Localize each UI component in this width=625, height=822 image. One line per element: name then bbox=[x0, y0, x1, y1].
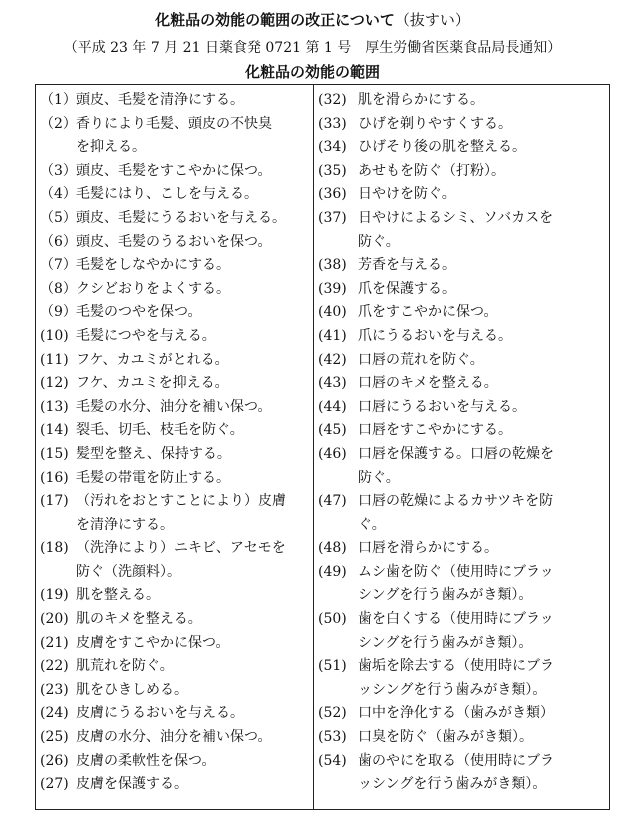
item-text: （汚れをおとすことにより）皮膚 bbox=[76, 493, 286, 510]
list-item bbox=[36, 89, 313, 113]
item-text: （洗浄により）ニキビ、アセモを bbox=[76, 540, 286, 557]
item-number: (44) bbox=[318, 398, 347, 415]
item-text: を清浄にする。 bbox=[76, 516, 174, 533]
list-item bbox=[36, 584, 313, 608]
item-text: 口唇の乾燥によるカサツキを防 bbox=[358, 493, 554, 510]
item-number: (52) bbox=[318, 705, 347, 722]
list-item bbox=[36, 160, 313, 184]
list-item bbox=[36, 183, 313, 207]
item-number: (40) bbox=[318, 304, 347, 321]
table-title: 化粧品の効能の範囲 bbox=[244, 63, 380, 81]
item-number: （2） bbox=[40, 115, 77, 132]
item-text: 口唇にうるおいを与える。 bbox=[358, 398, 526, 415]
list-item bbox=[36, 750, 313, 774]
item-number: (21) bbox=[40, 634, 69, 651]
item-number: (37) bbox=[318, 209, 347, 226]
item-text: ぐ。 bbox=[358, 516, 386, 533]
item-number: （7） bbox=[40, 257, 77, 274]
item-number: （1） bbox=[40, 92, 77, 108]
item-text: 防ぐ。 bbox=[358, 469, 400, 486]
item-text: 爪を保護する。 bbox=[358, 280, 456, 297]
item-text: ッシングを行う歯みがき類）。 bbox=[358, 681, 547, 698]
item-text: 頭皮、毛髪を清浄にする。 bbox=[76, 92, 244, 108]
item-number: (22) bbox=[40, 658, 69, 675]
item-number: (12) bbox=[40, 375, 69, 392]
list-item bbox=[314, 443, 609, 490]
list-item bbox=[36, 372, 313, 396]
item-number: (38) bbox=[318, 257, 347, 274]
item-text: あせもを防ぐ（打粉）。 bbox=[358, 162, 505, 179]
item-number: (46) bbox=[318, 445, 347, 462]
item-text: 防ぐ（洗顔料）。 bbox=[76, 563, 181, 580]
item-text: 肌を整える。 bbox=[76, 587, 160, 604]
list-item bbox=[36, 702, 313, 726]
item-number: (33) bbox=[318, 115, 347, 132]
item-text: 髪型を整え、保持する。 bbox=[76, 445, 231, 462]
list-item bbox=[36, 655, 313, 679]
item-text: 毛髪の帯電を防止する。 bbox=[76, 469, 230, 486]
list-item bbox=[36, 726, 313, 750]
list-item bbox=[314, 89, 609, 113]
item-text: 毛髪につやを与える。 bbox=[76, 327, 216, 344]
item-number: (24) bbox=[40, 705, 69, 722]
item-text: 肌荒れを防ぐ。 bbox=[76, 658, 174, 675]
item-text: 爪をすこやかに保つ。 bbox=[358, 304, 498, 321]
item-text: ひげを剃りやすくする。 bbox=[358, 115, 512, 132]
item-text: 頭皮、毛髪をすこやかに保つ。 bbox=[76, 162, 272, 179]
list-item bbox=[314, 419, 609, 443]
list-item bbox=[36, 608, 313, 632]
list-item bbox=[314, 702, 609, 726]
item-text: 口唇のキメを整える。 bbox=[358, 375, 498, 392]
item-number: (50) bbox=[318, 611, 347, 628]
list-item bbox=[36, 301, 313, 325]
list-item bbox=[314, 113, 609, 137]
list-item bbox=[36, 349, 313, 373]
item-number: (13) bbox=[40, 398, 69, 415]
item-number: (20) bbox=[40, 611, 69, 628]
item-number: (36) bbox=[318, 186, 347, 203]
item-text: を抑える。 bbox=[76, 139, 146, 156]
list-item bbox=[36, 537, 313, 584]
item-text: ッシングを行う歯みがき類）。 bbox=[358, 776, 547, 793]
list-item bbox=[36, 278, 313, 302]
list-item bbox=[314, 301, 609, 325]
list-item bbox=[36, 207, 313, 231]
list-item bbox=[314, 396, 609, 420]
item-number: (49) bbox=[318, 563, 347, 580]
efficacy-table bbox=[35, 84, 610, 810]
item-number: (14) bbox=[40, 422, 69, 439]
item-number: （9） bbox=[40, 304, 77, 321]
item-text: シングを行う歯みがき類）。 bbox=[358, 587, 533, 604]
item-text: 口唇をすこやかにする。 bbox=[358, 422, 512, 439]
item-number: (32) bbox=[318, 92, 347, 108]
list-item bbox=[314, 750, 609, 797]
item-number: (45) bbox=[318, 422, 347, 439]
item-number: (51) bbox=[318, 658, 347, 675]
list-item bbox=[36, 231, 313, 255]
item-text: 皮膚の柔軟性を保つ。 bbox=[76, 752, 216, 769]
item-text: 芳香を与える。 bbox=[358, 257, 456, 274]
list-item bbox=[314, 726, 609, 750]
item-text: 頭皮、毛髪のうるおいを保つ。 bbox=[76, 233, 272, 250]
list-item bbox=[314, 207, 609, 254]
item-text: 歯垢を除去する（使用時にブラ bbox=[358, 658, 554, 675]
item-number: (39) bbox=[318, 280, 347, 297]
item-number: (11) bbox=[40, 351, 69, 368]
list-item bbox=[314, 372, 609, 396]
list-item bbox=[36, 632, 313, 656]
item-text: 皮膚をすこやかに保つ。 bbox=[76, 634, 230, 651]
item-number: (10) bbox=[40, 327, 69, 344]
list-item bbox=[314, 561, 609, 608]
list-item bbox=[36, 419, 313, 443]
item-text: 毛髪の水分、油分を補い保つ。 bbox=[76, 398, 272, 415]
list-item bbox=[314, 254, 609, 278]
item-text: 皮膚の水分、油分を補い保つ。 bbox=[76, 729, 272, 746]
item-number: (42) bbox=[318, 351, 347, 368]
item-text: 口唇を滑らかにする。 bbox=[358, 540, 498, 557]
item-number: (15) bbox=[40, 445, 69, 462]
list-item bbox=[314, 608, 609, 655]
item-number: （6） bbox=[40, 233, 77, 250]
item-number: (26) bbox=[40, 752, 69, 769]
item-text: シングを行う歯みがき類）。 bbox=[358, 634, 533, 651]
item-number: (16) bbox=[40, 469, 69, 486]
item-text: 口中を浄化する（歯みがき類） bbox=[358, 705, 554, 722]
list-item bbox=[36, 443, 313, 467]
list-item bbox=[314, 160, 609, 184]
item-text: 香りにより毛髪、頭皮の不快臭 bbox=[76, 115, 272, 132]
item-number: (43) bbox=[318, 375, 347, 392]
list-item bbox=[36, 490, 313, 537]
item-number: （8） bbox=[40, 280, 77, 297]
left-column bbox=[36, 85, 314, 809]
list-item bbox=[36, 396, 313, 420]
list-item bbox=[314, 537, 609, 561]
item-number: (47) bbox=[318, 493, 347, 510]
list-item bbox=[36, 254, 313, 278]
notice-reference: （平成 23 年 7 月 21 日薬食発 0721 第 1 号 厚生労働省医薬食品局長通知） bbox=[63, 40, 562, 56]
item-text: 毛髪をしなやかにする。 bbox=[76, 257, 230, 274]
item-number: (25) bbox=[40, 729, 69, 746]
item-text: ムシ歯を防ぐ（使用時にブラッ bbox=[358, 563, 554, 580]
item-text: ひげそり後の肌を整える。 bbox=[358, 139, 526, 156]
item-number: (34) bbox=[318, 139, 347, 156]
item-number: (41) bbox=[318, 327, 347, 344]
item-text: 口唇の荒れを防ぐ。 bbox=[358, 351, 484, 368]
item-text: 皮膚にうるおいを与える。 bbox=[76, 705, 244, 722]
item-text: 日やけを防ぐ。 bbox=[358, 186, 456, 203]
list-item bbox=[314, 183, 609, 207]
item-number: (48) bbox=[318, 540, 347, 557]
list-item bbox=[36, 325, 313, 349]
list-item bbox=[36, 467, 313, 491]
item-number: (23) bbox=[40, 681, 69, 698]
list-item bbox=[36, 679, 313, 703]
item-number: (54) bbox=[318, 752, 347, 769]
item-text: 肌のキメを整える。 bbox=[76, 611, 202, 628]
item-number: (27) bbox=[40, 776, 69, 793]
item-text: 頭皮、毛髪にうるおいを与える。 bbox=[76, 209, 286, 226]
item-text: 歯を白くする（使用時にブラッ bbox=[358, 611, 554, 628]
title-main: 化粧品の効能の範囲の改正について bbox=[155, 11, 395, 29]
item-text: 肌を滑らかにする。 bbox=[358, 92, 484, 108]
item-text: 口臭を防ぐ（歯みがき類）。 bbox=[358, 729, 533, 746]
right-column bbox=[314, 85, 609, 809]
item-number: （4） bbox=[40, 186, 77, 203]
item-number: (18) bbox=[40, 540, 69, 557]
item-number: (53) bbox=[318, 729, 347, 746]
list-item bbox=[314, 349, 609, 373]
item-text: 口唇を保護する。口唇の乾燥を bbox=[358, 445, 554, 462]
item-number: (35) bbox=[318, 162, 347, 179]
item-text: 毛髪のつやを保つ。 bbox=[76, 304, 202, 321]
item-text: 肌をひきしめる。 bbox=[76, 681, 188, 698]
list-item bbox=[36, 113, 313, 160]
item-text: 皮膚を保護する。 bbox=[76, 776, 188, 793]
item-text: フケ、カユミがとれる。 bbox=[76, 351, 229, 368]
item-text: 日やけによるシミ、ソバカスを bbox=[358, 209, 554, 226]
item-number: （3） bbox=[40, 162, 77, 179]
item-text: 歯のやにを取る（使用時にブラ bbox=[358, 752, 554, 769]
list-item bbox=[314, 136, 609, 160]
list-item bbox=[36, 773, 313, 797]
title-suffix: （抜すい） bbox=[394, 11, 470, 29]
item-text: クシどおりをよくする。 bbox=[76, 280, 230, 297]
list-item bbox=[314, 490, 609, 537]
item-text: 毛髪にはり、こしを与える。 bbox=[76, 186, 258, 203]
item-number: (19) bbox=[40, 587, 69, 604]
document-title bbox=[0, 10, 625, 30]
list-item bbox=[314, 278, 609, 302]
item-text: 裂毛、切毛、枝毛を防ぐ。 bbox=[76, 422, 244, 439]
list-item bbox=[314, 655, 609, 702]
item-text: 防ぐ。 bbox=[358, 233, 400, 250]
item-number: （5） bbox=[40, 209, 77, 226]
item-text: フケ、カユミを抑える。 bbox=[76, 375, 229, 392]
item-text: 爪にうるおいを与える。 bbox=[358, 327, 512, 344]
item-number: (17) bbox=[40, 493, 69, 510]
list-item bbox=[314, 325, 609, 349]
